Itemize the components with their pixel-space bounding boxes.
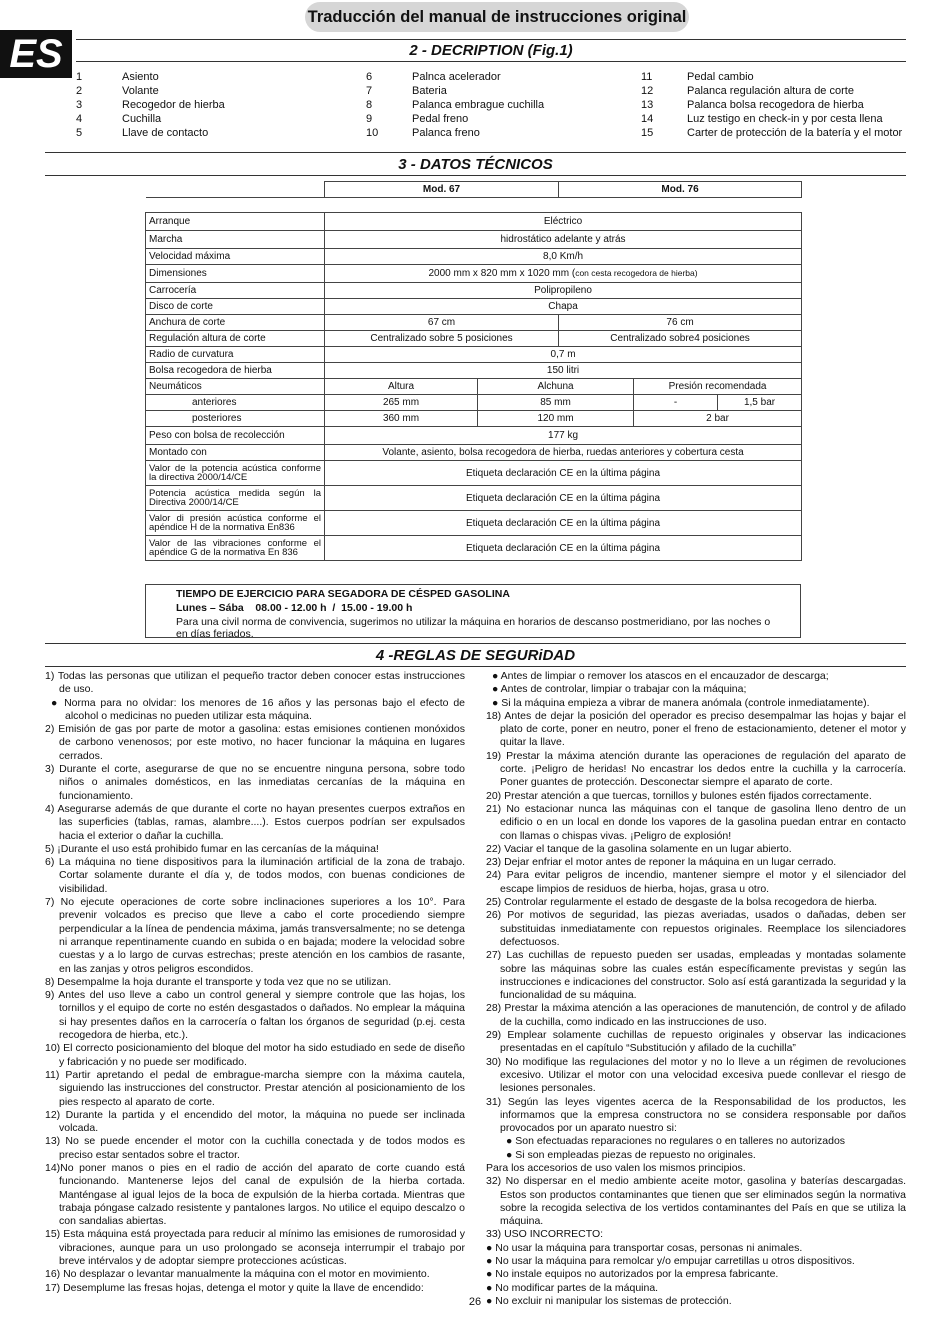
- tire-header-pressure: Presión recomendada: [634, 379, 802, 395]
- list-item: [366, 98, 544, 112]
- operating-hours-title: TIEMPO DE EJERCICIO PARA SEGADORA DE CÉSPED GASOLINA: [176, 588, 510, 600]
- part-name: Palnca acelerador: [412, 71, 501, 83]
- safety-rule: 17) Desemplume las fresas hojas, detenga el motor y quite la llave de encendido:: [45, 1281, 424, 1294]
- operating-hours-times: Lunes – Sába 08.00 - 12.00 h / 15.00 - 19.00 h: [176, 602, 413, 614]
- table-row: [146, 213, 802, 231]
- safety-rule: ● Si son empleadas piezas de repuesto no originales.: [506, 1148, 756, 1161]
- spec-value: hidrostático adelante y atrás: [325, 231, 802, 249]
- part-name: Palanca freno: [412, 127, 480, 139]
- page-header-title: Traducción del manual de instrucciones original: [305, 2, 689, 32]
- spec-value: 8,0 Km/h: [325, 249, 802, 265]
- safety-rule: 18) Antes de dejar la posición del operador es preciso desempalmar las hojas y bajar el plato de corte, poner en neutro, poner el freno de estacionamiento, detener el motor y quitar la llave.: [486, 709, 906, 749]
- safety-rule: 28) Prestar la máxima atención a las operaciones de manutención, de control y de afilado de la cuchilla, como indicado en las instrucciones de uso.: [486, 1002, 906, 1028]
- spec-label: Valor de las vibraciones conforme el apéndice G de la normativa En 836: [146, 536, 325, 561]
- list-item: [76, 70, 225, 84]
- safety-rule: ● Si la máquina empieza a vibrar de manera anómala (controle inmediatamente).: [492, 696, 870, 709]
- table-row: [146, 231, 802, 249]
- table-row: [146, 363, 802, 379]
- table-row: [146, 315, 802, 331]
- part-name: Bateria: [412, 85, 447, 97]
- part-number: 10: [366, 127, 379, 139]
- table-row: [146, 395, 802, 411]
- table-row: [146, 249, 802, 265]
- spec-value: -: [634, 395, 718, 411]
- safety-rule: 25) Controlar regularmente el estado de desgaste de la bolsa recogedora de hierba.: [486, 896, 878, 909]
- part-name: Cuchilla: [122, 113, 162, 125]
- spec-value: Eléctrico: [325, 213, 802, 231]
- safety-rule: 27) Las cuchillas de repuesto pueden ser usadas, empleadas y montadas solamente sobre las máquinas sobre las cuales están específicamente previstas y según las instrucciones e indicaciones del constructor. Solo así está garantizada la seguridad y la funcionalidad de su máquina.: [486, 949, 906, 1002]
- list-item: [366, 84, 544, 98]
- spec-label: Valor di presión acústica conforme el apéndice H de la normativa En836: [146, 511, 325, 536]
- part-name: Palanca regulación altura de corte: [687, 85, 854, 97]
- spec-label: Arranque: [146, 213, 325, 231]
- spec-value: 2 bar: [634, 411, 802, 427]
- safety-rule: 29) Emplear solamente cuchillas de repuesto originales y observar las indicaciones presentadas en el capítulo “Substitución y afilado de la cuchilla”: [486, 1029, 906, 1055]
- safety-rule: 3) Durante el corte, asegurarse de que no se encuentre ninguna persona, sobre todo niños o animales domésticos, en las inmediatas cercanías de la máquina en funcionamiento.: [45, 763, 465, 802]
- part-name: Luz testigo en check-in y por cesta llena: [687, 113, 883, 125]
- spec-value: Volante, asiento, bolsa recogedora de hierba, ruedas anteriores y cobertura cesta: [325, 445, 802, 461]
- part-number: 2: [76, 85, 83, 97]
- list-item: [76, 98, 225, 112]
- safety-rule: 11) Partir apretando el pedal de embrague-marcha siempre con la máxima cautela, siguiendo las instrucciones del constructor. Prestar atención al posicionamiento de los pies respecto al aparato de corte.: [45, 1068, 465, 1108]
- part-name: Recogedor de hierba: [122, 99, 225, 111]
- table-row: [146, 486, 802, 511]
- part-name: Palanca embrague cuchilla: [412, 99, 545, 111]
- spec-label: anteriores: [146, 395, 325, 411]
- section-title-description: 2 - DECRIPTION (Fig.1): [409, 42, 573, 59]
- part-name: Asiento: [122, 71, 159, 83]
- part-number: 7: [366, 85, 373, 97]
- table-row: [146, 283, 802, 299]
- table-row: [146, 265, 802, 283]
- part-number: 9: [366, 113, 373, 125]
- spec-value: Chapa: [325, 299, 802, 315]
- spec-label: Montado con: [146, 445, 325, 461]
- part-number: 3: [76, 99, 83, 111]
- safety-rule: ● Son efectuadas reparaciones no regulares o en talleres no autorizados: [506, 1135, 846, 1148]
- part-number: 12: [641, 85, 654, 97]
- operating-hours-note: Para una civil norma de convivencia, sugerimos no utilizar la máquina en horarios de descanso postmeridiano, por las noches o en días feriados.: [176, 616, 771, 640]
- spec-value-67: Centralizado sobre 5 posiciones: [325, 331, 559, 347]
- tire-header-height: Altura: [325, 379, 478, 395]
- part-number: 14: [641, 113, 654, 125]
- spec-value: Etiqueta declaración CE en la última página: [325, 511, 802, 536]
- section-divider: [45, 152, 906, 153]
- table-row: [146, 331, 802, 347]
- list-item: [641, 84, 902, 98]
- spec-value: Polipropileno: [325, 283, 802, 299]
- spec-value: 150 litri: [325, 363, 802, 379]
- safety-rule: 1) Todas las personas que utilizan el pequeño tractor deben conocer estas instrucciones de uso.: [45, 670, 465, 696]
- safety-rule: ● No usar la máquina para transportar cosas, personas ni animales.: [486, 1241, 803, 1254]
- list-item: [641, 70, 902, 84]
- list-item: [641, 112, 902, 126]
- safety-rule: 26) Por motivos de seguridad, las piezas averiadas, usados o dañadas, deben ser substituidas inmediatamente con repuestos originales. Reemplace los silenciadores defectuosos.: [486, 909, 906, 948]
- spec-value: Etiqueta declaración CE en la última página: [325, 536, 802, 561]
- table-row: [146, 445, 802, 461]
- section-divider: [45, 666, 906, 667]
- list-item: [366, 112, 544, 126]
- list-item: [641, 98, 902, 112]
- safety-rule: 16) No desplazar o levantar manualmente la máquina con el motor en movimiento.: [45, 1268, 430, 1281]
- section-divider: [45, 643, 906, 644]
- safety-rule: 31) Según las leyes vigentes acerca de la Responsabilidad de los productos, les informamos que la empresa constructora no se considera responsable por daños provocados por un aparato nuestro si:: [486, 1095, 906, 1135]
- safety-rules-left-column: [45, 670, 465, 1295]
- parts-column: [76, 70, 225, 140]
- spec-label: Potencia acústica medida según la Directiva 2000/14/CE: [146, 486, 325, 511]
- safety-rules-right-column: [486, 670, 906, 1308]
- section-title-tech: 3 - DATOS TÉCNICOS: [398, 156, 553, 173]
- spec-label: Peso con bolsa de recolección: [146, 427, 325, 445]
- table-row: [146, 536, 802, 561]
- part-name: Pedal freno: [412, 113, 469, 125]
- safety-rule: 19) Prestar la máxima atención durante las operaciones de regulación del aparato de corte. ¡Peligro de heridas! No encastrar los dedos entre la cuchilla y la carrocería. Poner guantes de protección. Desconectar siempre el aparato de corte.: [486, 749, 906, 789]
- safety-rule: 23) Dejar enfriar el motor antes de reponer la máquina en un lugar cerrado.: [486, 856, 837, 869]
- spec-label: Valor de la potencia acústica conforme la directiva 2000/14/CE: [146, 461, 325, 486]
- safety-rule: 13) No se puede encender el motor con la cuchilla conectada y de todos modos es preciso estar sentados sobre el tractor.: [45, 1135, 465, 1161]
- spec-label: Regulación altura de corte: [146, 331, 325, 347]
- table-row: [146, 299, 802, 315]
- safety-rule: 2) Emisión de gas por parte de motor a gasolina: estas emisiones contienen monóxidos de carbono venenosos; por este motivo, no hacer funcionar la máquina en lugares cerrados.: [45, 723, 465, 762]
- section-divider: [76, 61, 906, 62]
- parts-column: [366, 70, 544, 140]
- part-number: 5: [76, 127, 83, 139]
- safety-rule: ● Norma para no olvidar: los menores de 16 años y las personas bajo el efecto de alcohol o medicinas no pueden utilizar esta máquina.: [51, 696, 465, 722]
- safety-rule: 6) La máquina no tiene dispositivos para la iluminación artificial de la zona de trabajo. Cortar solamente durante el día y, de todos modos, con buenas condiciones de visibilidad.: [45, 856, 465, 895]
- part-number: 8: [366, 99, 373, 111]
- section-divider: [45, 175, 906, 176]
- safety-rule: 9) Antes del uso lleve a cabo un control general y siempre controle que las hojas, los tornillos y el equipo de corte no estén desgastados o dañados. No emplear la máquina si hay presentes daños en la carrocería o faltan los órganos de seguridad (p.ej. cesta recogedora de hierba, etc.).: [45, 989, 465, 1042]
- list-item: [366, 70, 544, 84]
- safety-rule: 32) No dispersar en el medio ambiente aceite motor, gasolina y baterías descargadas. Estos son productos contaminantes que tienen que ser eliminados según la normativa sobre la recogida selectiva de los vertidos contaminantes del País en que se utiliza la máquina.: [486, 1175, 906, 1228]
- spec-value: 85 mm: [478, 395, 634, 411]
- part-name: Pedal cambio: [687, 71, 754, 83]
- safety-rule: 24) Para evitar peligros de incendio, mantener siempre el motor y el silenciador del escape limpios de residuos de hierba, hojas, grasa u otro.: [486, 869, 906, 895]
- safety-rule: ● Antes de controlar, limpiar o trabajar con la máquina;: [492, 683, 747, 696]
- table-row: [146, 379, 802, 395]
- safety-rule: 8) Desempalme la hoja durante el transporte y toda vez que no se utilizan.: [45, 975, 392, 988]
- safety-rule: Para los accesorios de uso valen los mismos principios.: [486, 1161, 746, 1174]
- table-row: [146, 511, 802, 536]
- spec-value: Etiqueta declaración CE en la última página: [325, 461, 802, 486]
- part-number: 11: [641, 71, 653, 83]
- list-item: [76, 126, 225, 140]
- safety-rule: ● No instale equipos no autorizados por la empresa fabricante.: [486, 1268, 779, 1281]
- language-tab: ES: [0, 30, 72, 78]
- table-row: [146, 427, 802, 445]
- table-row: [146, 198, 802, 213]
- safety-rule: 10) El correcto posicionamiento del bloque del motor ha sido estudiado en sede de diseño y fabricación y no puede ser modificado.: [45, 1042, 465, 1068]
- section-title-safety: 4 -REGLAS DE SEGURiDAD: [375, 647, 576, 664]
- spec-value: 2000 mm x 820 mm x 1020 mm (: [428, 268, 576, 279]
- list-item: [76, 84, 225, 98]
- part-name: Palanca bolsa recogedora de hierba: [687, 99, 864, 111]
- spec-value-76: Centralizado sobre4 posiciones: [559, 331, 802, 347]
- spec-label: Disco de corte: [146, 299, 325, 315]
- list-item: [76, 112, 225, 126]
- safety-rule: ● No usar la máquina para remolcar y/o empujar carretillas u otros dispositivos.: [486, 1255, 855, 1268]
- tech-specs-table: [145, 181, 802, 561]
- safety-rule: 20) Prestar atención a que tuercas, tornillos y bulones estén fijados correctamente.: [486, 789, 872, 802]
- safety-rule: 7) No ejecute operaciones de corte sobre inclinaciones superiores a los 10°. Para prevenir volcados es preciso que lleve a cabo el corte procediendo siempre perpendicular a la línea de pendencia máxima, jamás transversalmente; no se detenga ni arranque repentinamente cuando en subida o en bajada; modere la velocidad sobre cuestas y a lo largo de curvas estrechas; preste atención en los cambios de rasante, en las zanjas y otros peligros escondidos.: [45, 896, 465, 975]
- spec-note: con cesta recogedora de hierba): [575, 268, 698, 278]
- safety-rule: 33) USO INCORRECTO:: [486, 1228, 604, 1241]
- safety-rule: 22) Vaciar el tanque de la gasolina solamente en un lugar abierto.: [486, 842, 792, 855]
- part-name: Carter de protección de la batería y el motor: [687, 127, 903, 139]
- spec-value: 0,7 m: [325, 347, 802, 363]
- part-number: 4: [76, 113, 83, 125]
- spec-label: Marcha: [146, 231, 325, 249]
- spec-label: Bolsa recogedora de hierba: [146, 363, 325, 379]
- safety-rule: 15) Esta máquina está proyectada para reducir al mínimo las emisiones de rumorosidad y vibraciones, aunque para un uso prolongado se aconseja interrumpir el trabajo por breve intérvalos y de adoptar siempre protecciones acústicas.: [45, 1228, 465, 1268]
- table-row: [146, 182, 802, 198]
- list-item: [366, 126, 544, 140]
- part-number: 1: [76, 71, 83, 83]
- operating-hours-box: [145, 584, 801, 638]
- section-divider: [76, 39, 906, 40]
- spec-value: 177 kg: [325, 427, 802, 445]
- page-number: 26: [468, 1296, 482, 1308]
- spec-label: Neumáticos: [146, 379, 325, 395]
- spec-value: 360 mm: [325, 411, 478, 427]
- safety-rule: 12) Durante la partida y el encendido del motor, la máquina no puede ser inclinada volcada.: [45, 1108, 465, 1135]
- part-name: Volante: [122, 85, 159, 97]
- tire-header-width: Alchuna: [478, 379, 634, 395]
- spec-value-76: 76 cm: [559, 315, 802, 331]
- table-row: [146, 461, 802, 486]
- model-76-header: Mod. 76: [559, 182, 802, 198]
- spec-value: 120 mm: [478, 411, 634, 427]
- table-row: [146, 347, 802, 363]
- part-name: Llave de contacto: [122, 127, 209, 139]
- part-number: 13: [641, 99, 654, 111]
- spec-label: Radio de curvatura: [146, 347, 325, 363]
- spec-value: 265 mm: [325, 395, 478, 411]
- spec-value-67: 67 cm: [325, 315, 559, 331]
- safety-rule: 21) No estacionar nunca las máquinas con el tanque de gasolina lleno dentro de un edificio o en un local en donde los vapores de la gasolina puedan entrar en contacto con llamas o chispas vivas. ¡Peligro de explosión!: [486, 802, 906, 842]
- parts-column: [641, 70, 902, 140]
- safety-rule: ● Antes de limpiar o remover los atascos en el encauzador de descarga;: [492, 670, 829, 682]
- list-item: [641, 126, 902, 140]
- safety-rule: 30) No modifique las regulaciones del motor y no lo lleve a un régimen de revoluciones excesivo. Utilizar el motor con una velocidad excesiva puede conllevar el riesgo de lesiones personales.: [486, 1055, 906, 1095]
- spec-label: Dimensiones: [146, 265, 325, 283]
- spec-label: posteriores: [146, 411, 325, 427]
- safety-rule: 5) ¡Durante el uso está prohibido fumar en las cercanías de la máquina!: [45, 842, 379, 855]
- safety-rule: ● No excluir ni manipular los sistemas de protección.: [486, 1294, 732, 1307]
- part-number: 15: [641, 127, 654, 139]
- spec-label: Velocidad máxima: [146, 249, 325, 265]
- spec-value: 1,5 bar: [718, 395, 802, 411]
- safety-rule: 4) Asegurarse además de que durante el corte no hayan presentes cuerpos extraños en las superficies (tablas, ramas, alambre....). Estos cuerpos podrían ser expulsados hacia el exterior o dañar la cuchilla.: [45, 802, 465, 842]
- spec-label: Carrocería: [146, 283, 325, 299]
- spec-value: Etiqueta declaración CE en la última página: [325, 486, 802, 511]
- safety-rule: 14)No poner manos o pies en el radio de acción del aparato de corte cuando está funcionando. Mantenerse lejos del canal de expulsión de la hierba cortada. Manténgase al igual lejos de la boca de expulsión de la hierba cortada. Mientras que trabaja póngase calzado resistente y pantalones largos. No utilice el equipo descalzo o con sandalias abiertas.: [45, 1161, 465, 1228]
- part-number: 6: [366, 71, 373, 83]
- model-67-header: Mod. 67: [325, 182, 559, 198]
- table-row: [146, 411, 802, 427]
- spec-label: Anchura de corte: [146, 315, 325, 331]
- safety-rule: ● No modificar partes de la máquina.: [486, 1281, 659, 1294]
